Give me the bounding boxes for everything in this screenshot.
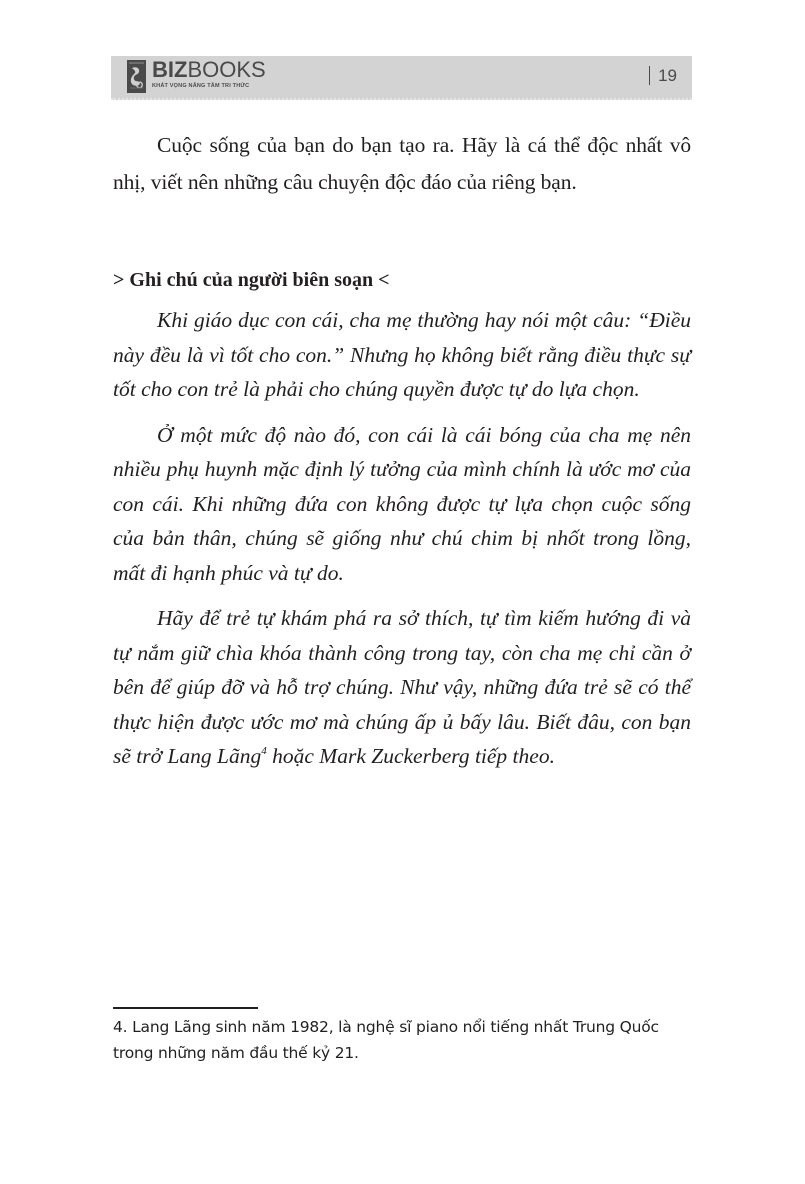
- logo-brand-light: BOOKS: [187, 57, 266, 82]
- note-paragraph-text-tail: hoặc Mark Zuckerberg tiếp theo.: [266, 744, 555, 768]
- running-header: [111, 56, 692, 100]
- note-paragraph-text: Hãy để trẻ tự khám phá ra sở thích, tự tìm kiếm hướng đi và tự nắm giữ chìa khóa thành công trong tay, còn cha mẹ chỉ cần ở bên để giúp đỡ và hỗ trợ chúng. Như vậy, những đứa trẻ sẽ có thể thực hiện được ước mơ mà chúng ấp ủ bấy lâu. Biết đâu, con bạn sẽ trở Lang Lãng: [113, 606, 691, 768]
- logo-tagline: KHÁT VỌNG NÂNG TẦM TRI THỨC: [152, 83, 250, 89]
- bizbooks-emblem-icon: [127, 60, 146, 93]
- page-number: [649, 66, 677, 86]
- note-paragraph: Ở một mức độ nào đó, con cái là cái bóng của cha mẹ nên nhiều phụ huynh mặc định lý tưởng của mình chính là ước mơ của con cái. Khi những đứa con không được tự lựa chọn cuộc sống của bản thân, chúng sẽ giống như chú chim bị nhốt trong lồng, mất đi hạnh phúc và tự do.: [113, 422, 691, 585]
- page-number-separator: [649, 66, 650, 85]
- note-paragraph: Khi giáo dục con cái, cha mẹ thường hay nói một câu: “Điều này đều là vì tốt cho con.” Nhưng họ không biết rằng điều thực sự tốt cho con trẻ là phải cho chúng quyền được tự do lựa chọn.: [113, 308, 691, 401]
- footnote-divider: [113, 1007, 258, 1009]
- footnote-reference[interactable]: 4: [261, 745, 267, 757]
- footnote: 4. Lang Lãng sinh năm 1982, là nghệ sĩ piano nổi tiếng nhất Trung Quốc trong những năm đầu thế kỷ 21.: [113, 1018, 659, 1062]
- logo-brand-bold: BIZ: [152, 57, 188, 82]
- publisher-logo: [152, 58, 266, 82]
- page-body: [113, 127, 691, 774]
- intro-paragraph: Cuộc sống của bạn do bạn tạo ra. Hãy là cá thể độc nhất vô nhị, viết nên những câu chuyện độc đáo của riêng bạn.: [113, 133, 691, 194]
- note-paragraph: [113, 601, 691, 774]
- section-heading: > Ghi chú của người biên soạn <: [113, 269, 390, 291]
- page-number-value: 19: [658, 66, 677, 85]
